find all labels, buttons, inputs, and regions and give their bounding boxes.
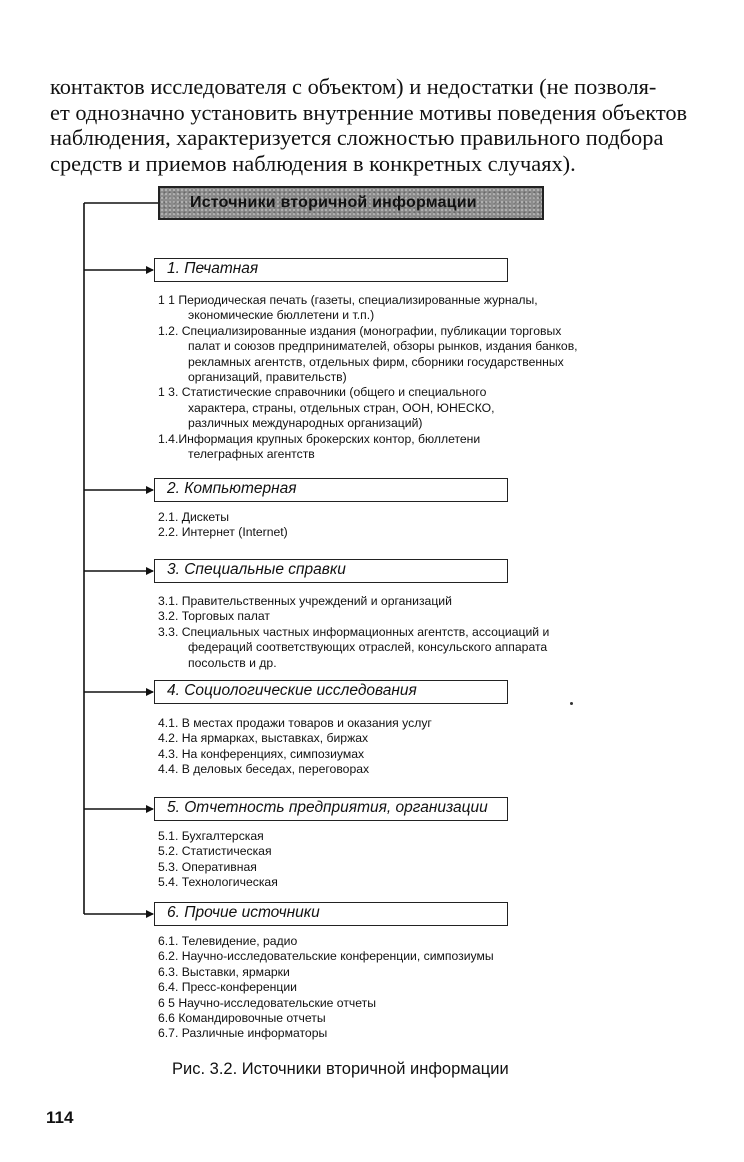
- item-line: 6.4. Пресс-конференции: [158, 980, 297, 995]
- category-box-sociological: [154, 680, 508, 704]
- category-box-printed: [154, 258, 508, 282]
- item-line: 5.4. Технологическая: [158, 875, 278, 890]
- list-item: [158, 980, 494, 995]
- intro-line: ет однозначно установить внутренние мотивы поведения объектов: [50, 99, 688, 125]
- list-item: [158, 731, 432, 746]
- list-item: [158, 1026, 494, 1041]
- category-label: 2. Компьютерная: [167, 480, 297, 497]
- list-item: [158, 432, 578, 463]
- item-line: 6 5 Научно-исследовательские отчеты: [158, 995, 376, 1010]
- list-item: [158, 293, 578, 324]
- list-item: [158, 385, 578, 431]
- item-line: 3.1. Правительственных учреждений и организаций: [158, 594, 452, 608]
- category-label: 5. Отчетность предприятия, организации: [167, 799, 488, 816]
- item-line: федераций соответствующих отраслей, консульского аппарата: [188, 640, 548, 655]
- intro-line: контактов исследователя с объектом) и недостатки (не позволя-: [50, 74, 657, 99]
- category-label: 1. Печатная: [167, 260, 259, 277]
- item-line: 4.3. На конференциях, симпозиумах: [158, 746, 365, 761]
- category-items-sociological: [158, 716, 432, 778]
- category-items-reporting: [158, 829, 278, 891]
- item-line: 1.4.Информация крупных брокерских контор, бюллетени: [158, 431, 481, 446]
- item-line: организаций, правительств): [188, 370, 347, 385]
- category-box-other: [154, 902, 508, 926]
- list-item: [158, 829, 278, 844]
- list-item: [158, 510, 288, 525]
- item-line: телеграфных агентств: [188, 447, 315, 462]
- item-line: 2.1. Дискеты: [158, 510, 230, 524]
- diagram-title-box: [158, 186, 544, 220]
- item-line: 1 1 Периодическая печать (газеты, специализированные журналы,: [158, 293, 538, 307]
- print-speck: [570, 702, 573, 705]
- list-item: [158, 949, 494, 964]
- item-line: 4.2. На ярмарках, выставках, биржах: [158, 731, 369, 746]
- item-line: экономические бюллетени и т.п.): [188, 308, 375, 323]
- item-line: 4.1. В местах продажи товаров и оказания услуг: [158, 716, 432, 730]
- item-line: 6.7. Различные информаторы: [158, 1026, 328, 1041]
- list-item: [158, 525, 288, 540]
- category-items-other: [158, 934, 494, 1042]
- category-box-reporting: [154, 797, 508, 821]
- item-line: 5.2. Статистическая: [158, 844, 272, 859]
- item-line: 6.6 Командировочные отчеты: [158, 1011, 326, 1026]
- list-item: [158, 860, 278, 875]
- intro-line: наблюдения, характеризуется сложностью правильного подбора: [50, 125, 664, 150]
- item-line: различных международных организаций): [188, 416, 423, 431]
- category-box-computer: [154, 478, 508, 502]
- list-item: [158, 934, 494, 949]
- item-line: 6.3. Выставки, ярмарки: [158, 964, 290, 979]
- list-item: [158, 747, 432, 762]
- diagram-title: Источники вторичной информации: [190, 194, 477, 211]
- list-item: [158, 996, 494, 1011]
- item-line: 5.1. Бухгалтерская: [158, 829, 264, 843]
- list-item: [158, 762, 432, 777]
- list-item: [158, 625, 549, 671]
- item-line: 2.2. Интернет (Internet): [158, 525, 288, 540]
- category-items-printed: [158, 293, 578, 462]
- item-line: 5.3. Оперативная: [158, 859, 257, 874]
- category-label: 3. Специальные справки: [167, 561, 346, 578]
- item-line: палат и союзов предпринимателей, обзоры рынков, издания банков,: [188, 339, 578, 354]
- item-line: 4.4. В деловых беседах, переговорах: [158, 762, 370, 777]
- list-item: [158, 875, 278, 890]
- list-item: [158, 324, 578, 386]
- category-items-special-references: [158, 594, 549, 671]
- item-line: 6.1. Телевидение, радио: [158, 934, 298, 948]
- list-item: [158, 844, 278, 859]
- item-line: характера, страны, отдельных стран, ООН, ЮНЕСКО,: [188, 400, 495, 415]
- category-label: 4. Социологические исследования: [167, 682, 417, 699]
- category-label: 6. Прочие источники: [167, 904, 320, 921]
- item-line: 1.2. Специализированные издания (монографии, публикации торговых: [158, 323, 562, 338]
- page-number: 114: [46, 1108, 74, 1127]
- item-line: 3.2. Торговых палат: [158, 609, 271, 624]
- list-item: [158, 965, 494, 980]
- list-item: [158, 716, 432, 731]
- figure-caption: Рис. 3.2. Источники вторичной информации: [172, 1060, 509, 1078]
- category-items-computer: [158, 510, 288, 541]
- list-item: [158, 609, 549, 624]
- item-line: рекламных агентств, отдельных фирм, сборники государственных: [188, 354, 564, 369]
- category-box-special-references: [154, 559, 508, 583]
- item-line: 6.2. Научно-исследовательские конференции, симпозиумы: [158, 949, 494, 964]
- item-line: 1 3. Статистические справочники (общего и специального: [158, 385, 487, 400]
- list-item: [158, 1011, 494, 1026]
- list-item: [158, 594, 549, 609]
- item-line: 3.3. Специальных частных информационных агентств, ассоциаций и: [158, 624, 550, 639]
- intro-line: средств и приемов наблюдения в конкретных случаях).: [50, 150, 576, 176]
- item-line: посольств и др.: [188, 655, 277, 670]
